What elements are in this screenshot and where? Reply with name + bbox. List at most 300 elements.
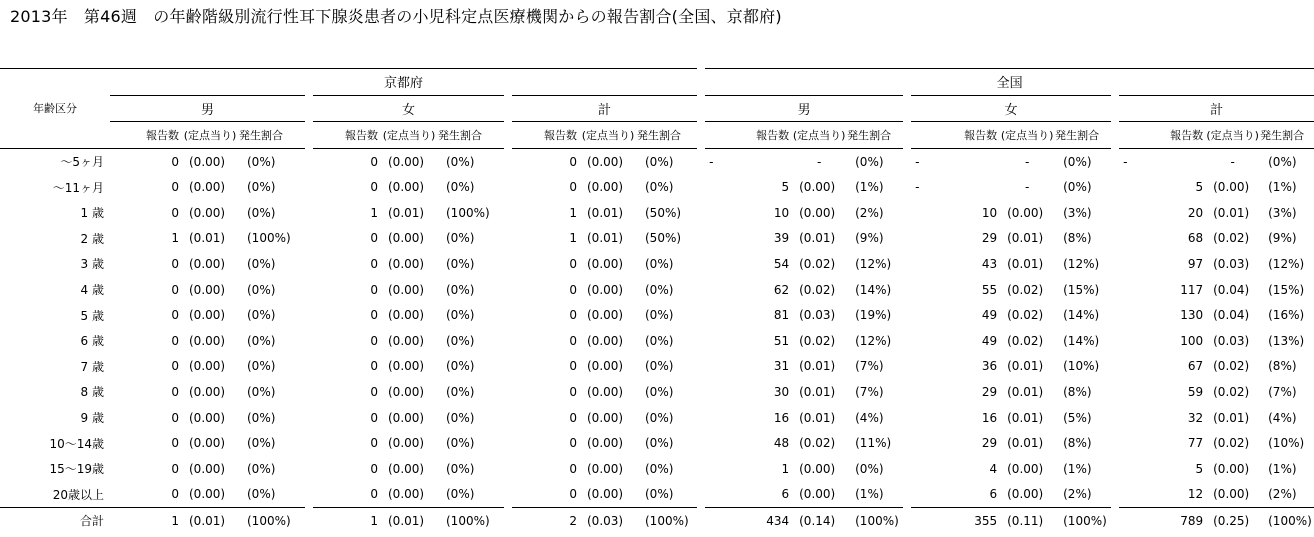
rate-cell: (0%) — [446, 410, 475, 425]
per-site-cell: (0.00) — [587, 410, 624, 425]
per-site-cell: (0.00) — [587, 180, 624, 195]
per-site-cell: (0.01) — [1007, 410, 1044, 425]
rate-cell: (0%) — [446, 359, 475, 374]
rate-cell: (0%) — [446, 282, 475, 297]
report-count-cell: 32 — [1115, 405, 1205, 431]
per-site-cell: (0.03) — [799, 308, 836, 323]
report-count-cell: 68 — [1115, 226, 1205, 252]
rate-cell: (0%) — [637, 148, 701, 174]
rate-cell: (0%) — [645, 359, 674, 374]
rate-cell: (0%) — [446, 461, 475, 476]
per-site-cell: (0.00) — [189, 333, 226, 348]
per-site-cell: (0.01) — [1213, 205, 1250, 220]
per-site-cell: (0.00) — [799, 461, 836, 476]
per-site-cell: (0.11) — [999, 508, 1055, 534]
per-site-cell: (0.01) — [1213, 410, 1250, 425]
per-site-cell: (0.00) — [587, 256, 624, 271]
age-cell: 3 歳 — [80, 257, 104, 272]
per-site-cell: (0.00) — [587, 436, 624, 451]
per-site-cell: (0.01) — [388, 205, 425, 220]
rate-cell: (0%) — [645, 256, 674, 271]
report-count-cell: 130 — [1115, 302, 1205, 328]
report-count-cell: 1 — [701, 456, 791, 482]
report-count-cell: 59 — [1115, 379, 1205, 405]
report-count-cell: 434 — [701, 508, 791, 534]
per-site-cell: (0.00) — [1007, 205, 1044, 220]
per-site-cell: (0.01) — [189, 231, 226, 246]
per-site-cell: (0.00) — [189, 384, 226, 399]
rate-cell: (11%) — [855, 436, 892, 451]
per-site-cell: (0.02) — [1213, 384, 1250, 399]
age-cell: ～5ヶ月 — [0, 148, 110, 174]
report-count-cell: 0 — [508, 354, 579, 380]
rate-cell: (10%) — [1063, 359, 1100, 374]
rate-cell: (1%) — [855, 487, 884, 502]
rate-cell: (14%) — [1063, 308, 1100, 323]
age-cell: 2 歳 — [80, 231, 104, 246]
per-site-cell: (0.00) — [189, 436, 226, 451]
report-count-cell: 0 — [171, 308, 179, 323]
report-count-cell: 0 — [171, 359, 179, 374]
region-header-kyoto: 京都府 — [110, 69, 701, 96]
rate-cell: (0%) — [446, 436, 475, 451]
table-row — [0, 226, 1314, 252]
table-row — [0, 148, 1314, 174]
report-count-cell: - — [907, 174, 999, 200]
per-site-cell: (0.00) — [1213, 461, 1250, 476]
per-site-cell: (0.01) — [799, 410, 836, 425]
report-count-cell: 789 — [1115, 508, 1205, 534]
sex-header-male: 男 — [701, 95, 907, 122]
per-site-cell: (0.00) — [587, 359, 624, 374]
per-site-cell: (0.00) — [587, 487, 624, 502]
age-cell: 1 歳 — [80, 206, 104, 221]
per-site-cell: - — [1024, 180, 1030, 195]
per-site-cell: - — [1205, 148, 1260, 174]
report-count-cell: 51 — [701, 328, 791, 354]
per-site-cell: (0.02) — [799, 282, 836, 297]
per-site-cell: (0.02) — [1007, 308, 1044, 323]
region-header-national: 全国 — [701, 69, 1314, 96]
rate-cell: (0%) — [1055, 148, 1115, 174]
rate-cell: (4%) — [1268, 410, 1297, 425]
report-count-cell: 0 — [309, 302, 380, 328]
report-count-cell: 39 — [701, 226, 791, 252]
rate-cell: (0%) — [239, 148, 309, 174]
rate-cell: (0%) — [247, 256, 276, 271]
report-count-cell: 0 — [171, 461, 179, 476]
per-site-cell: - — [999, 148, 1055, 174]
rate-cell: (0%) — [438, 148, 508, 174]
report-count-cell: - — [701, 148, 791, 174]
per-site-cell: (0.02) — [1213, 359, 1250, 374]
per-site-cell: (0.00) — [380, 148, 438, 174]
per-site-cell: - — [791, 148, 847, 174]
rate-cell: (0%) — [247, 384, 276, 399]
rate-cell: (14%) — [1063, 333, 1100, 348]
sub-header-rate: 発生割合 — [1055, 128, 1100, 142]
per-site-cell: (0.14) — [791, 508, 847, 534]
report-count-cell: 4 — [907, 456, 999, 482]
per-site-cell: (0.00) — [189, 359, 226, 374]
sub-header-reports: 報告数 — [907, 122, 999, 149]
sub-header-reports: 報告数 — [701, 122, 791, 149]
rate-cell: (0%) — [247, 333, 276, 348]
table-row — [0, 379, 1314, 405]
per-site-cell: (0.00) — [587, 333, 624, 348]
per-site-cell: (0.00) — [587, 384, 624, 399]
rate-cell: (0%) — [247, 180, 276, 195]
rate-cell: (0%) — [446, 308, 475, 323]
header-row-sub — [0, 122, 1314, 149]
rate-cell: (5%) — [1063, 410, 1092, 425]
report-count-cell: 0 — [508, 328, 579, 354]
sub-header-rate: 発生割合 — [239, 128, 283, 142]
rate-cell: (12%) — [1063, 256, 1100, 271]
rate-cell: (8%) — [1063, 436, 1092, 451]
per-site-cell: (0.02) — [799, 333, 836, 348]
report-count-cell: 0 — [309, 405, 380, 431]
report-count-cell: 77 — [1115, 430, 1205, 456]
per-site-cell: (0.01) — [380, 508, 438, 534]
rate-cell: (3%) — [1268, 205, 1297, 220]
rate-cell: (100%) — [247, 231, 291, 246]
rate-cell: (12%) — [855, 333, 892, 348]
total-row — [0, 508, 1314, 534]
age-cell: 合計 — [0, 508, 110, 534]
report-count-cell: 0 — [171, 487, 179, 502]
per-site-cell: (0.00) — [388, 282, 425, 297]
report-count-cell: 16 — [907, 405, 999, 431]
report-count-cell: 55 — [907, 277, 999, 303]
table-row — [0, 328, 1314, 354]
per-site-cell: (0.02) — [1007, 282, 1044, 297]
rate-cell: (0%) — [1063, 180, 1092, 195]
rate-cell: (0%) — [645, 282, 674, 297]
age-cell: 6 歳 — [80, 334, 104, 349]
rate-cell: (0%) — [446, 180, 475, 195]
per-site-cell: (0.00) — [799, 487, 836, 502]
rate-cell: (0%) — [247, 487, 276, 502]
report-table — [0, 68, 1314, 534]
sub-header-reports: 報告数 — [1115, 122, 1205, 149]
rate-cell: (1%) — [1063, 461, 1092, 476]
per-site-cell: (0.00) — [799, 205, 836, 220]
report-count-cell: 2 — [508, 508, 579, 534]
report-count-cell: 5 — [1115, 174, 1205, 200]
page-title: 2013年 第46週 の年齢階級別流行性耳下腺炎患者の小児科定点医療機関からの報告割合(全国、京都府) — [10, 7, 782, 26]
report-count-cell: 29 — [907, 226, 999, 252]
report-count-cell: 0 — [508, 405, 579, 431]
per-site-cell: (0.00) — [587, 282, 624, 297]
rate-cell: (2%) — [855, 205, 884, 220]
report-count-cell: 1 — [508, 200, 579, 226]
per-site-cell: (0.25) — [1205, 508, 1260, 534]
header-row-region — [0, 69, 1314, 96]
per-site-cell: (0.00) — [189, 205, 226, 220]
report-count-cell: 117 — [1115, 277, 1205, 303]
sub-header-reports: 報告数 — [309, 122, 380, 149]
report-count-cell: 5 — [1115, 456, 1205, 482]
per-site-cell: (0.03) — [579, 508, 637, 534]
report-count-cell: 1 — [508, 226, 579, 252]
sub-header-reports: 報告数 — [508, 122, 579, 149]
report-count-cell: 0 — [309, 226, 380, 252]
per-site-cell: (0.01) — [1007, 256, 1044, 271]
per-site-cell: (0.01) — [799, 384, 836, 399]
per-site-cell: (0.01) — [587, 205, 624, 220]
per-site-cell: (0.00) — [181, 148, 239, 174]
age-column-header: 年齢区分 — [0, 69, 110, 149]
per-site-cell: (0.01) — [1007, 384, 1044, 399]
rate-cell: (0%) — [645, 333, 674, 348]
report-count-cell: 12 — [1115, 482, 1205, 508]
age-cell: 9 歳 — [80, 411, 104, 426]
rate-cell: (12%) — [855, 256, 892, 271]
sub-header-per-site: (定点当り) — [581, 128, 635, 142]
report-count-cell: 0 — [309, 482, 380, 508]
sub-header-per-site: (定点当り) — [1206, 128, 1259, 142]
rate-cell: (50%) — [645, 205, 682, 220]
sub-header-per-site: (定点当り) — [183, 128, 237, 142]
report-count-cell: 0 — [110, 148, 181, 174]
report-count-cell: 10 — [907, 200, 999, 226]
report-count-cell: 29 — [907, 430, 999, 456]
per-site-cell: (0.00) — [388, 180, 425, 195]
age-cell: 5 歳 — [80, 308, 104, 323]
report-count-cell: 100 — [1115, 328, 1205, 354]
per-site-cell: (0.00) — [388, 256, 425, 271]
report-count-cell: 0 — [309, 251, 380, 277]
report-count-cell: 0 — [508, 174, 579, 200]
report-count-cell: 0 — [171, 384, 179, 399]
sub-header-rate: 発生割合 — [847, 128, 892, 142]
rate-cell: (0%) — [446, 487, 475, 502]
per-site-cell: (0.00) — [587, 461, 624, 476]
rate-cell: (0%) — [847, 148, 907, 174]
per-site-cell: (0.00) — [388, 487, 425, 502]
rate-cell: (4%) — [855, 410, 884, 425]
sub-header-per-site: (定点当り) — [792, 128, 846, 142]
age-cell: ～11ヶ月 — [52, 180, 104, 195]
table-row — [0, 174, 1314, 200]
report-count-cell: 97 — [1115, 251, 1205, 277]
rate-cell: (100%) — [1260, 508, 1314, 534]
rate-cell: (0%) — [247, 436, 276, 451]
rate-cell: (100%) — [637, 508, 701, 534]
report-count-cell: 0 — [309, 277, 380, 303]
table-row — [0, 354, 1314, 380]
report-count-cell: 0 — [309, 430, 380, 456]
rate-cell: (3%) — [1063, 205, 1092, 220]
rate-cell: (13%) — [1268, 333, 1305, 348]
rate-cell: (0%) — [645, 180, 674, 195]
rate-cell: (2%) — [1268, 487, 1297, 502]
report-count-cell: 0 — [508, 277, 579, 303]
per-site-cell: (0.01) — [587, 231, 624, 246]
report-count-cell: 0 — [309, 328, 380, 354]
rate-cell: (0%) — [645, 436, 674, 451]
rate-cell: (8%) — [1063, 231, 1092, 246]
age-cell: 15～19歳 — [49, 462, 104, 477]
report-count-cell: 0 — [508, 148, 579, 174]
rate-cell: (0%) — [247, 461, 276, 476]
rate-cell: (14%) — [855, 282, 892, 297]
sub-header-rate: 発生割合 — [1260, 128, 1305, 142]
sub-header-per-site: (定点当り) — [1000, 128, 1054, 142]
age-cell: 7 歳 — [80, 359, 104, 374]
per-site-cell: (0.01) — [1007, 231, 1044, 246]
rate-cell: (1%) — [1268, 461, 1297, 476]
per-site-cell: (0.00) — [1007, 487, 1044, 502]
age-cell: 20歳以上 — [52, 487, 104, 502]
report-count-cell: 5 — [701, 174, 791, 200]
report-count-cell: 62 — [701, 277, 791, 303]
per-site-cell: (0.00) — [579, 148, 637, 174]
report-count-cell: 6 — [907, 482, 999, 508]
sub-header-rate: 発生割合 — [438, 128, 482, 142]
rate-cell: (0%) — [446, 256, 475, 271]
age-cell: 4 歳 — [80, 283, 104, 298]
report-count-cell: 0 — [171, 205, 179, 220]
report-count-cell: 0 — [171, 436, 179, 451]
table-row — [0, 302, 1314, 328]
per-site-cell: (0.03) — [1213, 333, 1250, 348]
rate-cell: (19%) — [855, 308, 892, 323]
sex-header-total: 計 — [508, 95, 701, 122]
table-row — [0, 277, 1314, 303]
rate-cell: (50%) — [645, 231, 682, 246]
report-count-cell: 10 — [701, 200, 791, 226]
per-site-cell: (0.03) — [1213, 256, 1250, 271]
per-site-cell: (0.02) — [799, 256, 836, 271]
report-count-cell: 0 — [508, 251, 579, 277]
rate-cell: (8%) — [1268, 359, 1297, 374]
per-site-cell: (0.04) — [1213, 308, 1250, 323]
table-row — [0, 456, 1314, 482]
report-count-cell: 43 — [907, 251, 999, 277]
per-site-cell: (0.00) — [189, 308, 226, 323]
age-cell: 10～14歳 — [49, 436, 104, 451]
rate-cell: (0%) — [446, 333, 475, 348]
report-count-cell: 6 — [701, 482, 791, 508]
rate-cell: (2%) — [1063, 487, 1092, 502]
report-count-cell: 30 — [701, 379, 791, 405]
per-site-cell: (0.01) — [799, 359, 836, 374]
report-count-cell: 0 — [508, 302, 579, 328]
rate-cell: (0%) — [645, 384, 674, 399]
table-row — [0, 430, 1314, 456]
per-site-cell: (0.00) — [189, 180, 226, 195]
rate-cell: (9%) — [1268, 231, 1297, 246]
rate-cell: (7%) — [855, 359, 884, 374]
rate-cell: (100%) — [438, 508, 508, 534]
report-count-cell: 0 — [508, 379, 579, 405]
report-count-cell: 0 — [309, 456, 380, 482]
report-count-cell: 355 — [907, 508, 999, 534]
report-count-cell: 67 — [1115, 354, 1205, 380]
sub-header-rate: 発生割合 — [637, 128, 681, 142]
rate-cell: (0%) — [855, 461, 884, 476]
per-site-cell: (0.00) — [189, 282, 226, 297]
rate-cell: (0%) — [446, 231, 475, 246]
report-count-cell: 36 — [907, 354, 999, 380]
report-count-cell: 0 — [171, 410, 179, 425]
rate-cell: (0%) — [247, 282, 276, 297]
rate-cell: (12%) — [1268, 256, 1305, 271]
rate-cell: (15%) — [1063, 282, 1100, 297]
rate-cell: (8%) — [1063, 384, 1092, 399]
rate-cell: (7%) — [1268, 384, 1297, 399]
per-site-cell: (0.02) — [1213, 436, 1250, 451]
per-site-cell: (0.00) — [388, 436, 425, 451]
per-site-cell: (0.04) — [1213, 282, 1250, 297]
report-count-cell: - — [1115, 148, 1205, 174]
rate-cell: (0%) — [645, 308, 674, 323]
per-site-cell: (0.00) — [388, 231, 425, 246]
rate-cell: (0%) — [1260, 148, 1314, 174]
per-site-cell: (0.00) — [388, 359, 425, 374]
report-count-cell: 49 — [907, 328, 999, 354]
per-site-cell: (0.00) — [388, 384, 425, 399]
header-row-sex — [0, 95, 1314, 122]
report-count-cell: 0 — [171, 180, 179, 195]
per-site-cell: (0.00) — [587, 308, 624, 323]
report-count-cell: 0 — [508, 456, 579, 482]
per-site-cell: (0.01) — [1007, 359, 1044, 374]
report-count-cell: 49 — [907, 302, 999, 328]
rate-cell: (100%) — [847, 508, 907, 534]
table-row — [0, 251, 1314, 277]
report-count-cell: 0 — [171, 282, 179, 297]
rate-cell: (0%) — [247, 308, 276, 323]
rate-cell: (0%) — [247, 359, 276, 374]
sex-header-female: 女 — [309, 95, 508, 122]
per-site-cell: (0.01) — [181, 508, 239, 534]
per-site-cell: (0.01) — [799, 231, 836, 246]
rate-cell: (0%) — [446, 384, 475, 399]
report-count-cell: 31 — [701, 354, 791, 380]
report-count-cell: 0 — [309, 174, 380, 200]
report-count-cell: 0 — [508, 482, 579, 508]
per-site-cell: (0.00) — [388, 308, 425, 323]
sex-header-male: 男 — [110, 95, 309, 122]
per-site-cell: (0.00) — [1007, 461, 1044, 476]
rate-cell: (9%) — [855, 231, 884, 246]
sub-header-per-site: (定点当り) — [382, 128, 436, 142]
per-site-cell: (0.02) — [1007, 333, 1044, 348]
per-site-cell: (0.00) — [388, 461, 425, 476]
report-count-cell: 1 — [171, 231, 179, 246]
rate-cell: (0%) — [645, 461, 674, 476]
per-site-cell: (0.00) — [189, 410, 226, 425]
rate-cell: (100%) — [446, 205, 490, 220]
report-count-cell: 54 — [701, 251, 791, 277]
age-cell: 8 歳 — [80, 385, 104, 400]
per-site-cell: (0.00) — [189, 487, 226, 502]
per-site-cell: (0.01) — [1007, 436, 1044, 451]
table-row — [0, 200, 1314, 226]
report-count-cell: - — [907, 148, 999, 174]
rate-cell: (0%) — [645, 410, 674, 425]
rate-cell: (0%) — [247, 205, 276, 220]
rate-cell: (1%) — [855, 180, 884, 195]
report-count-cell: 0 — [309, 379, 380, 405]
per-site-cell: (0.02) — [1213, 231, 1250, 246]
per-site-cell: (0.00) — [388, 333, 425, 348]
rate-cell: (10%) — [1268, 436, 1305, 451]
report-count-cell: 0 — [171, 333, 179, 348]
